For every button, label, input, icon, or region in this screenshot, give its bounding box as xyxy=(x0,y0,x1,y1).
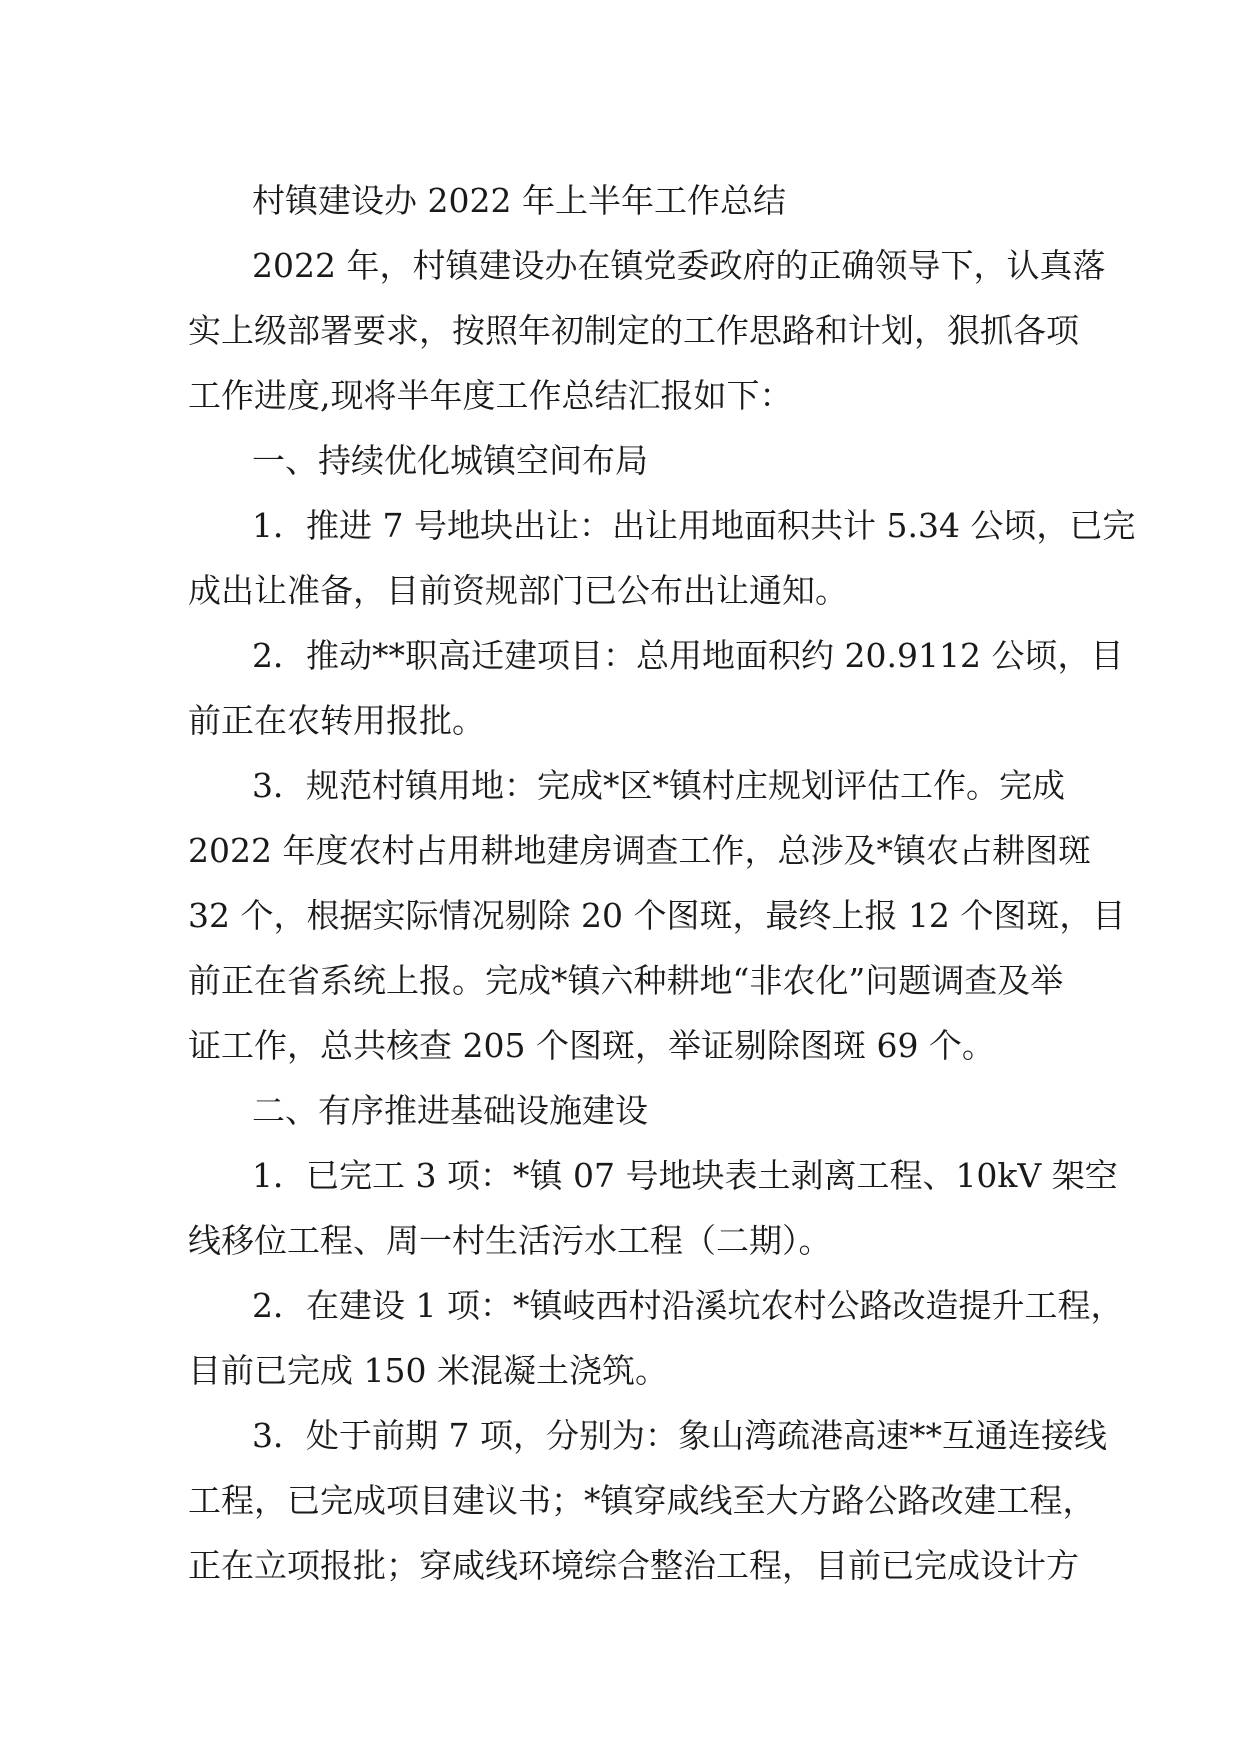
paragraph-line: 正在立项报批；穿咸线环境综合整治工程，目前已完成设计方 xyxy=(188,1546,1079,1585)
paragraph-line: 目前已完成 150 米混凝土浇筑。 xyxy=(188,1351,668,1390)
paragraph-line: 2．在建设 1 项：*镇岐西村沿溪坑农村公路改造提升工程， xyxy=(252,1286,1124,1325)
paragraph-line: 成出让准备，目前资规部门已公布出让通知。 xyxy=(188,571,848,610)
paragraph-line: 1．推进 7 号地块出让：出让用地面积共计 5.34 公顷，已完 xyxy=(252,506,1136,545)
paragraph-line: 2．推动**职高迁建项目：总用地面积约 20.9112 公顷，目 xyxy=(252,636,1124,675)
paragraph-line: 前正在农转用报批。 xyxy=(188,701,485,740)
paragraph-line: 2022 年，村镇建设办在镇党委政府的正确领导下，认真落 xyxy=(252,246,1106,285)
document-title: 村镇建设办 2022 年上半年工作总结 xyxy=(252,181,786,220)
paragraph-line: 工程，已完成项目建议书；*镇穿咸线至大方路公路改建工程， xyxy=(188,1481,1096,1520)
paragraph-line: 线移位工程、周一村生活污水工程（二期）。 xyxy=(188,1221,832,1260)
document-body xyxy=(188,168,1136,1598)
paragraph-line: 32 个，根据实际情况剔除 20 个图斑，最终上报 12 个图斑，目 xyxy=(188,896,1126,935)
paragraph-line: 1．已完工 3 项：*镇 07 号地块表土剥离工程、10kV 架空 xyxy=(252,1156,1118,1195)
paragraph-line: 2022 年度农村占用耕地建房调查工作，总涉及*镇农占耕图斑 xyxy=(188,831,1091,870)
paragraph-line: 前正在省系统上报。完成*镇六种耕地“非农化”问题调查及举 xyxy=(188,961,1064,1000)
paragraph-line: 工作进度,现将半年度工作总结汇报如下： xyxy=(188,376,793,415)
paragraph-line: 实上级部署要求，按照年初制定的工作思路和计划，狠抓各项 xyxy=(188,311,1079,350)
paragraph-line: 3．处于前期 7 项，分别为：象山湾疏港高速**互通连接线 xyxy=(252,1416,1107,1455)
section-heading-1: 一、持续优化城镇空间布局 xyxy=(252,441,648,480)
section-heading-2: 二、有序推进基础设施建设 xyxy=(252,1091,648,1130)
paragraph-line: 证工作，总共核查 205 个图斑，举证剔除图斑 69 个。 xyxy=(188,1026,995,1065)
paragraph-line: 3．规范村镇用地：完成*区*镇村庄规划评估工作。完成 xyxy=(252,766,1065,805)
